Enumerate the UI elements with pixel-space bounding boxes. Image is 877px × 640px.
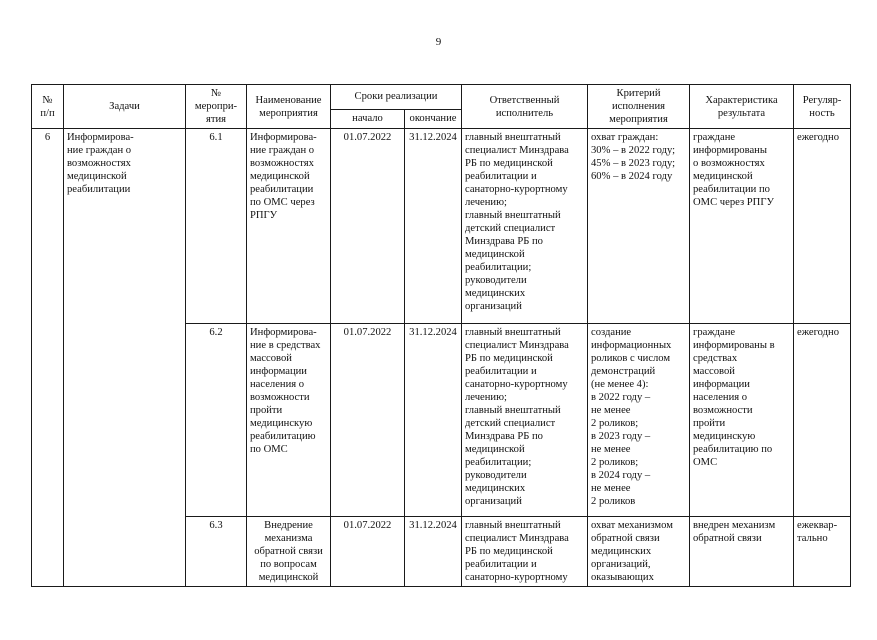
header-criterion: Критерий исполнения мероприятия [588, 85, 690, 129]
measure-name: Внедрение механизма обратной связи по вопросам медицинской [247, 517, 331, 587]
measure-start: 01.07.2022 [331, 129, 405, 324]
header-row-1 [32, 85, 851, 110]
measure-end: 31.12.2024 [405, 129, 462, 324]
section-task: Информирова- ние граждан о возможностях медицинской реабилитации [64, 129, 186, 587]
table-row [32, 129, 851, 324]
measure-responsible: главный внештатный специалист Минздрава РБ по медицинской реабилитации и санаторно-курортному [462, 517, 588, 587]
measure-criterion: охват граждан: 30% – в 2022 году; 45% – в 2023 году; 60% – в 2024 году [588, 129, 690, 324]
page-number: 9 [435, 36, 442, 48]
header-measure-name: Наименование мероприятия [247, 85, 331, 129]
measure-regularity: ежеквар- тально [794, 517, 851, 587]
measure-start: 01.07.2022 [331, 324, 405, 517]
header-responsible: Ответственный исполнитель [462, 85, 588, 129]
header-measure-num: № меропри- ятия [186, 85, 247, 129]
measure-end: 31.12.2024 [405, 324, 462, 517]
measure-num: 6.3 [186, 517, 247, 587]
measure-name: Информирова- ние граждан о возможностях медицинской реабилитации по ОМС через РПГУ [247, 129, 331, 324]
measure-responsible: главный внештатный специалист Минздрава РБ по медицинской реабилитации и санаторно-курортному лечению; главный внештатный детский специалист Минздрава РБ по медицинской реабилитации; руководители медицинских организаций [462, 324, 588, 517]
header-num: № п/п [32, 85, 64, 129]
measure-result: граждане информированы о возможностях медицинской реабилитации по ОМС через РПГУ [690, 129, 794, 324]
measure-end: 31.12.2024 [405, 517, 462, 587]
header-result: Характеристика результата [690, 85, 794, 129]
header-start: начало [331, 109, 405, 128]
header-tasks: Задачи [64, 85, 186, 129]
measure-num: 6.1 [186, 129, 247, 324]
header-regularity: Регуляр- ность [794, 85, 851, 129]
measure-start: 01.07.2022 [331, 517, 405, 587]
measure-result: граждане информированы в средствах массовой информации населения о возможности пройти медицинскую реабилитацию по ОМС [690, 324, 794, 517]
measure-regularity: ежегодно [794, 129, 851, 324]
measure-result: внедрен механизм обратной связи [690, 517, 794, 587]
measure-criterion: создание информационных роликов с числом демонстраций (не менее 4): в 2022 году – не менее 2 роликов; в 2023 году – не менее 2 роликов; в 2024 году – не менее 2 роликов [588, 324, 690, 517]
measure-responsible: главный внештатный специалист Минздрава РБ по медицинской реабилитации и санаторно-курортному лечению; главный внештатный детский специалист Минздрава РБ по медицинской реабилитации; руководители медицинских организаций [462, 129, 588, 324]
header-end: окончание [405, 109, 462, 128]
measures-table [31, 84, 851, 587]
section-num: 6 [32, 129, 64, 587]
measure-name: Информирова- ние в средствах массовой информации населения о возможности пройти медицинскую реабилитацию по ОМС [247, 324, 331, 517]
measure-num: 6.2 [186, 324, 247, 517]
header-period: Сроки реализации [331, 85, 462, 110]
measure-regularity: ежегодно [794, 324, 851, 517]
measure-criterion: охват механизмом обратной связи медицинских организаций, оказывающих [588, 517, 690, 587]
